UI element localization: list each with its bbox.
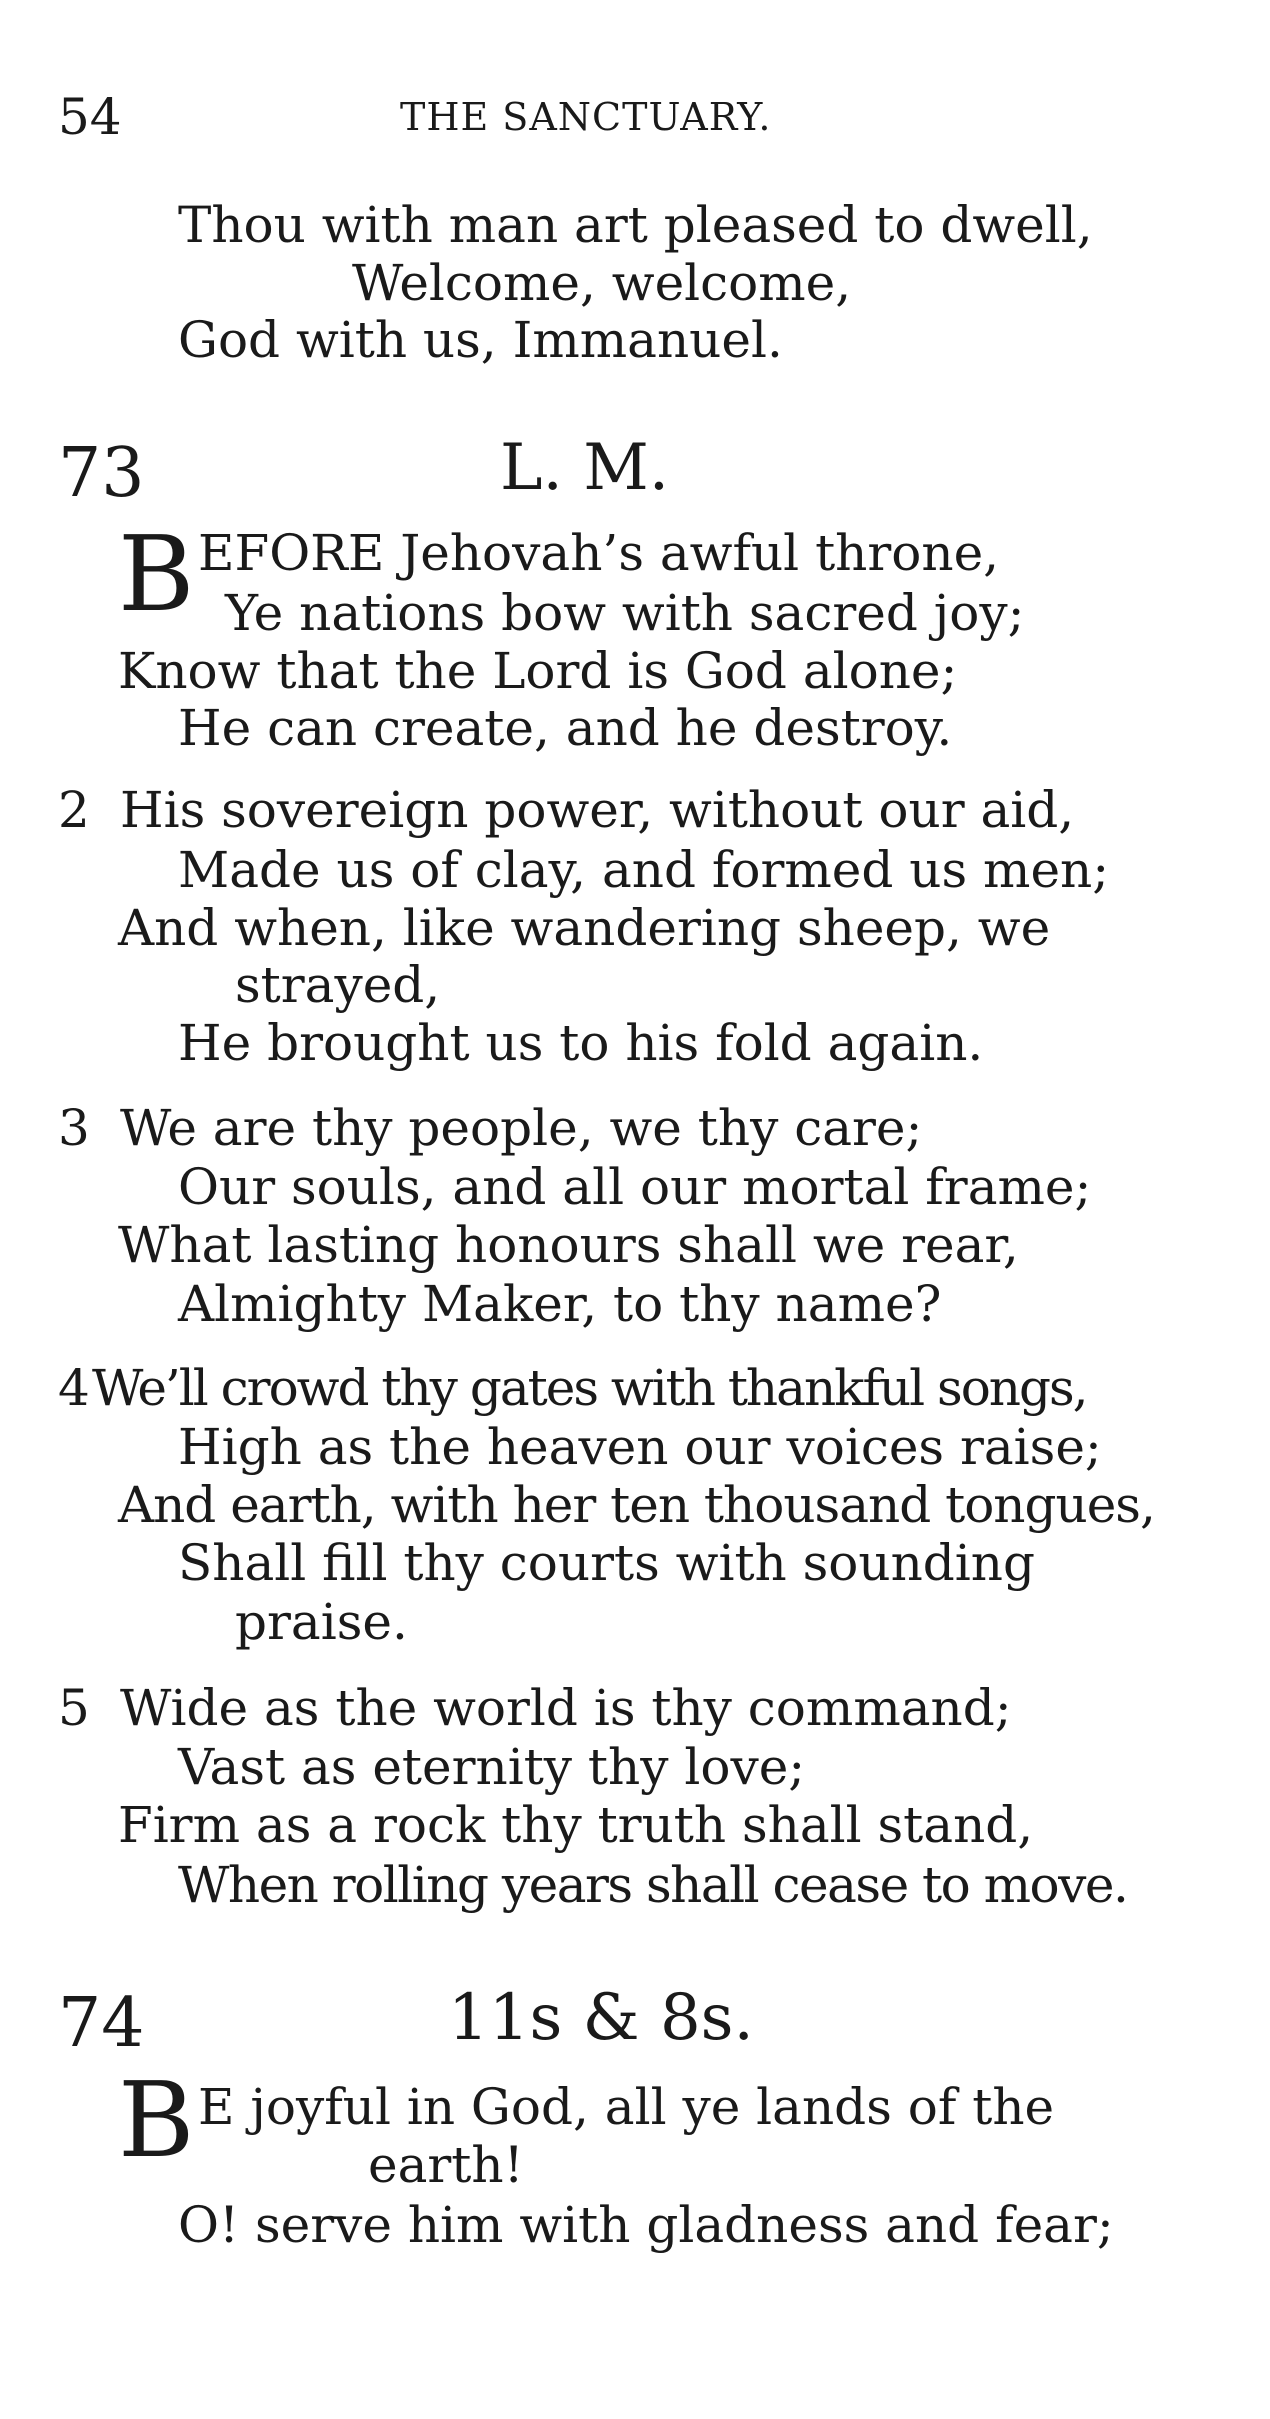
verse-line: Ye nations bow with sacred joy; — [225, 584, 1025, 642]
verse-line: Shall fill thy courts with sounding — [178, 1534, 1036, 1592]
continuation-line: Thou with man art pleased to dwell, — [178, 196, 1093, 254]
verse-line: EFORE Jehovah’s awful throne, — [198, 524, 1000, 582]
hymn-meter: L. M. — [500, 431, 670, 505]
verse-line: Vast as eternity thy love; — [178, 1738, 806, 1796]
verse-line: Made us of clay, and formed us men; — [178, 841, 1110, 899]
drop-cap: B — [118, 2059, 195, 2181]
stanza-number: 4 — [58, 1359, 90, 1417]
hymn-number: 74 — [58, 1984, 145, 2063]
verse-line: earth! — [368, 2136, 524, 2194]
verse-line: What lasting honours shall we rear, — [118, 1216, 1019, 1274]
verse-line: Our souls, and all our mortal frame; — [178, 1158, 1092, 1216]
verse-line: praise. — [235, 1593, 408, 1651]
verse-line: We’ll crowd thy gates with thankful songs, — [92, 1359, 1087, 1417]
verse-line: We are thy people, we thy care; — [120, 1099, 923, 1157]
verse-line: Know that the Lord is God alone; — [118, 642, 958, 700]
verse-line: When rolling years shall cease to move. — [178, 1856, 1128, 1914]
hymn-meter: 11s & 8s. — [448, 1981, 754, 2055]
stanza-number: 5 — [58, 1679, 90, 1737]
verse-line: High as the heaven our voices raise; — [178, 1418, 1102, 1476]
continuation-line: Welcome, welcome, — [352, 254, 852, 312]
verse-line: And earth, with her ten thousand tongues, — [118, 1476, 1155, 1534]
verse-line: He can create, and he destroy. — [178, 699, 953, 757]
drop-cap: B — [118, 513, 195, 635]
stanza-number: 3 — [58, 1099, 90, 1157]
verse-line: Firm as a rock thy truth shall stand, — [118, 1796, 1034, 1854]
continuation-line: God with us, Immanuel. — [178, 311, 783, 369]
verse-line: Wide as the world is thy command; — [120, 1679, 1012, 1737]
verse-line: His sovereign power, without our aid, — [120, 781, 1075, 839]
stanza-number: 2 — [58, 781, 90, 839]
verse-line: He brought us to his fold again. — [178, 1014, 984, 1072]
verse-line: And when, like wandering sheep, we — [118, 899, 1051, 957]
hymn-number: 73 — [58, 434, 145, 513]
verse-line: strayed, — [235, 956, 441, 1014]
verse-line: E joyful in God, all ye lands of the — [198, 2078, 1055, 2136]
verse-line: O! serve him with gladness and fear; — [178, 2196, 1114, 2254]
verse-line: Almighty Maker, to thy name? — [178, 1275, 942, 1333]
running-title: THE SANCTUARY. — [400, 95, 772, 139]
page-number: 54 — [58, 88, 122, 146]
